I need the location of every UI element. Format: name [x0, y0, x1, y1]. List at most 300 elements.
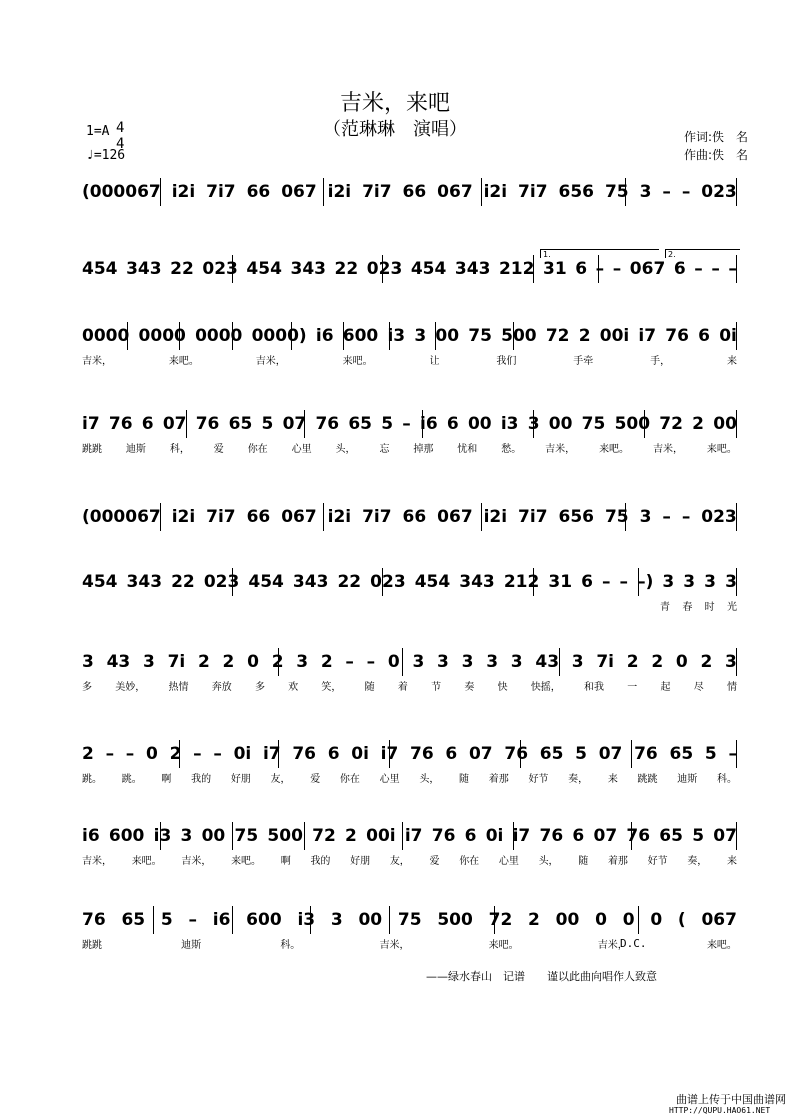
notes-line — [82, 326, 737, 346]
note: 75 — [468, 326, 492, 346]
note: 067 — [281, 507, 317, 527]
note: – — [711, 259, 720, 279]
lyric: 吉米， — [82, 356, 112, 367]
note: i6 — [82, 826, 100, 846]
notes-line — [82, 744, 737, 764]
lyric: 科， — [169, 444, 190, 455]
note: 00 — [358, 910, 383, 930]
note: 07 — [468, 744, 493, 764]
note: 5 — [381, 414, 394, 434]
lyric: 春 — [682, 602, 693, 613]
lyric: 来吧。 — [231, 856, 262, 867]
note: 00 — [201, 826, 226, 846]
lyric: 吉米， — [545, 444, 576, 455]
note: i6 — [212, 910, 231, 930]
note: 454 — [414, 572, 451, 592]
score-row — [82, 178, 737, 222]
note: – — [662, 182, 671, 202]
lyric: 忧和 — [457, 444, 478, 455]
notes-line — [82, 259, 737, 279]
lyric: 吉米， — [652, 444, 683, 455]
note: – — [125, 744, 135, 764]
note: 454 — [410, 259, 447, 279]
lyric: 跳跳 — [82, 940, 102, 951]
lyric: 来 — [727, 356, 737, 367]
note: 067 — [701, 910, 737, 930]
lyric: 奏 — [464, 682, 475, 693]
note: 7i7 — [206, 182, 236, 202]
lyrics-line — [82, 440, 737, 455]
note: 0000) — [251, 326, 307, 346]
note: 76 — [504, 744, 529, 764]
note: 76 — [665, 326, 689, 346]
note: 75 — [604, 507, 629, 527]
note: – — [601, 572, 611, 592]
note: 454 — [248, 572, 284, 592]
note: – — [681, 507, 691, 527]
score-row — [82, 503, 737, 547]
lyric: 科。 — [716, 774, 737, 785]
note: 2 — [320, 652, 333, 672]
score-row — [82, 410, 737, 454]
note: 600 — [246, 910, 282, 930]
lyric: 多 — [254, 682, 265, 693]
lyric: 头， — [538, 856, 559, 867]
note: 3 — [662, 572, 675, 592]
note: 023 — [701, 182, 737, 202]
note: 3 — [461, 652, 474, 672]
lyric: 着那 — [488, 774, 509, 785]
note: 7i7 — [518, 182, 548, 202]
note: 3 — [486, 652, 499, 672]
note: 3 — [639, 507, 652, 527]
lyric: 来吧。 — [168, 356, 199, 367]
lyric: 来吧。 — [706, 940, 737, 951]
lyric: 奏， — [687, 856, 708, 867]
note: 023 — [366, 259, 403, 279]
lyric: 起 — [660, 682, 671, 693]
lyric: 来 — [727, 856, 737, 867]
note: i7 — [638, 326, 657, 346]
lyric: 掉那 — [413, 444, 434, 455]
lyric: 随 — [459, 774, 470, 785]
note: 6 — [446, 414, 459, 434]
note: i3 — [297, 910, 316, 930]
note: 76 — [539, 826, 564, 846]
note: (000067 — [82, 182, 161, 202]
note: 6 — [575, 259, 588, 279]
note: – — [188, 910, 197, 930]
lyric: 着那 — [607, 856, 628, 867]
lyric: 我的 — [191, 774, 212, 785]
note: i2i — [171, 182, 196, 202]
note: 3 — [725, 652, 737, 672]
lyric: 友， — [389, 856, 410, 867]
note: 07 — [598, 744, 623, 764]
note: 65 — [121, 910, 146, 930]
note: – — [213, 744, 222, 764]
note: 0 — [387, 652, 400, 672]
lyric: 奔放 — [211, 682, 232, 693]
page-subtitle: （范琳琳 演唱） — [323, 119, 467, 140]
note: i7 — [380, 744, 399, 764]
lyric: 好朋 — [230, 774, 251, 785]
note: i3 — [500, 414, 519, 434]
lyric: 吉米， — [597, 940, 628, 951]
note: 2 — [345, 826, 357, 846]
note: 023 — [202, 259, 238, 279]
note: 66 — [402, 182, 427, 202]
lyric: 一 — [627, 682, 638, 693]
note: 3 — [725, 572, 737, 592]
note: 5 — [692, 826, 705, 846]
lyric: 我们 — [496, 356, 517, 367]
note: (000067 — [82, 507, 161, 527]
note: 00 — [555, 910, 580, 930]
note: 72 — [659, 414, 683, 434]
note: – — [619, 572, 629, 592]
note: 72 — [488, 910, 513, 930]
note: 3 — [142, 652, 155, 672]
lyric: 来吧。 — [599, 444, 630, 455]
lyric: 愁。 — [501, 444, 522, 455]
note: 0 — [650, 910, 663, 930]
note: 76 — [108, 414, 133, 434]
lyrics-line — [82, 770, 737, 785]
note: – — [728, 259, 737, 279]
lyric: 我的 — [310, 856, 331, 867]
note: 07 — [593, 826, 618, 846]
note: 5 — [704, 744, 717, 764]
note: 600 — [342, 326, 379, 346]
note: 22 — [334, 259, 359, 279]
lyric: 欢 — [288, 682, 299, 693]
note: 31 — [543, 259, 567, 279]
note: 72 — [312, 826, 336, 846]
lyric: 好节 — [647, 856, 668, 867]
lyric: 头， — [419, 774, 440, 785]
note: i7 — [82, 414, 100, 434]
lyric: 时 — [704, 602, 715, 613]
note: 00 — [467, 414, 492, 434]
note: 343 — [126, 259, 162, 279]
note: 76 — [315, 414, 340, 434]
note: – — [105, 744, 115, 764]
note: 212 — [498, 259, 535, 279]
note: 500 — [437, 910, 473, 930]
note: 75 — [397, 910, 422, 930]
note: 500 — [501, 326, 537, 346]
lyric: 吉米， — [181, 856, 212, 867]
note: – — [681, 182, 691, 202]
note: 656 — [558, 182, 594, 202]
lyric: 迪斯 — [181, 940, 202, 951]
note: 343 — [454, 259, 491, 279]
lyric: 多 — [82, 682, 92, 693]
site-credit: 曲谱上传于中国曲谱网 — [676, 1093, 786, 1106]
lyric: 手牵 — [573, 356, 594, 367]
note: 00 — [713, 414, 737, 434]
note: 2 — [651, 652, 664, 672]
note: i2i — [327, 507, 352, 527]
note: 023 — [701, 507, 737, 527]
note: 0 — [675, 652, 688, 672]
note: ( — [677, 910, 686, 930]
note: 65 — [539, 744, 564, 764]
note: 07 — [162, 414, 187, 434]
note: – — [345, 652, 354, 672]
lyric: 好节 — [528, 774, 549, 785]
note: 76 — [410, 744, 434, 764]
note: 067 — [281, 182, 317, 202]
note: 0i — [351, 744, 369, 764]
note: 067 — [629, 259, 666, 279]
note: 454 — [246, 259, 282, 279]
lyric: 青 — [660, 602, 670, 613]
note: 500 — [267, 826, 303, 846]
score-row — [82, 250, 737, 299]
note: 3 — [180, 826, 193, 846]
note: i6 — [315, 326, 334, 346]
note: i6 — [420, 414, 438, 434]
lyric: 来吧。 — [706, 444, 737, 455]
lyric: 跳跳 — [82, 444, 102, 455]
footnote: ——绿水春山 记谱 谨以此曲向唱作人致意 — [426, 970, 657, 983]
lyric: 手， — [650, 356, 671, 367]
note: 00i — [366, 826, 396, 846]
da-capo-marking: D.C. — [620, 937, 647, 950]
volta-first: 1. — [540, 249, 659, 258]
lyric: 尽 — [693, 682, 704, 693]
site-url: HTTP://QUPU.HAO61.NET — [669, 1106, 771, 1115]
note: 656 — [558, 507, 594, 527]
note: 343 — [126, 572, 163, 592]
time-signature-bottom: 4 — [116, 136, 125, 152]
note: –) — [637, 572, 654, 592]
note: 600 — [108, 826, 145, 846]
score-row — [82, 648, 737, 692]
note: – — [402, 414, 411, 434]
note: 75 — [604, 182, 629, 202]
note: 067 — [437, 182, 473, 202]
note: 2 — [271, 652, 284, 672]
note: 72 — [545, 326, 570, 346]
lyric: 头， — [335, 444, 356, 455]
note: 65 — [228, 414, 253, 434]
note: 454 — [82, 259, 118, 279]
time-signature-top: 4 — [116, 120, 125, 136]
lyric: 你在 — [459, 856, 480, 867]
note: 7i — [167, 652, 186, 672]
note: 0 — [595, 910, 607, 930]
note: 3 — [437, 652, 449, 672]
note: 2 — [578, 326, 591, 346]
lyric: 友， — [270, 774, 291, 785]
note: 7i7 — [362, 507, 392, 527]
note: 66 — [246, 182, 271, 202]
lyric: 吉米， — [379, 940, 410, 951]
note: 3 — [704, 572, 717, 592]
note: 2 — [626, 652, 639, 672]
lyric: 跳跳 — [637, 774, 658, 785]
lyric: 让 — [429, 356, 440, 367]
lyric: 奏， — [568, 774, 589, 785]
lyric: 迪斯 — [125, 444, 146, 455]
lyric: 情 — [726, 682, 737, 693]
note: i7 — [512, 826, 531, 846]
tempo-marking: ♩=126 — [86, 148, 126, 163]
lyric: 爱 — [429, 856, 440, 867]
lyric: 美妙， — [115, 682, 146, 693]
note: i7 — [262, 744, 281, 764]
lyric: 科。 — [280, 940, 301, 951]
note: 66 — [402, 507, 427, 527]
note: 0i — [719, 326, 737, 346]
score-row — [82, 740, 737, 784]
lyric: 心里 — [379, 774, 400, 785]
note: – — [728, 744, 737, 764]
note: 023 — [203, 572, 240, 592]
note: 22 — [337, 572, 362, 592]
notes-line — [82, 910, 737, 930]
note: 65 — [669, 744, 694, 764]
lyric: 好朋 — [350, 856, 371, 867]
note: 3 — [639, 182, 652, 202]
note: 7i7 — [362, 182, 392, 202]
lyrics-line — [82, 852, 737, 867]
note: 6 — [141, 414, 154, 434]
lyric: 随 — [364, 682, 375, 693]
note: 75 — [234, 826, 259, 846]
note: 2 — [222, 652, 235, 672]
note: 0i — [233, 744, 252, 764]
note: 3 — [296, 652, 309, 672]
note: 0000 — [195, 326, 243, 346]
score-row — [82, 322, 737, 366]
note: 07 — [282, 414, 307, 434]
lyric: 忘 — [379, 444, 390, 455]
note: 43 — [535, 652, 560, 672]
lyric: 你在 — [247, 444, 268, 455]
lyric: 光 — [726, 602, 737, 613]
note: 6 — [581, 572, 593, 592]
note: 2 — [528, 910, 540, 930]
note: 65 — [659, 826, 683, 846]
lyric: 心里 — [498, 856, 519, 867]
lyric: 你在 — [339, 774, 360, 785]
lyric: 快 — [497, 682, 508, 693]
note: 067 — [437, 507, 473, 527]
lyric: 啊 — [161, 774, 172, 785]
notes-line — [82, 507, 737, 527]
note: 5 — [575, 744, 587, 764]
note: 6 — [673, 259, 686, 279]
note: 3 — [412, 652, 425, 672]
note: – — [595, 259, 605, 279]
note: 2 — [82, 744, 94, 764]
note: 2 — [169, 744, 182, 764]
note: – — [662, 507, 671, 527]
note: 00i — [599, 326, 630, 346]
key-signature: 1=A — [86, 124, 110, 139]
note: i2i — [171, 507, 196, 527]
note: 0000 — [82, 326, 130, 346]
note: 3 — [683, 572, 696, 592]
lyric: 跳。 — [82, 774, 102, 785]
note: 2 — [700, 652, 713, 672]
composer-credit: 作曲:佚 名 — [684, 148, 749, 162]
note: 343 — [459, 572, 495, 592]
note: i3 — [153, 826, 172, 846]
lyric: 爱 — [310, 774, 321, 785]
lyric: 节 — [431, 682, 442, 693]
lyric: 来吧。 — [342, 356, 373, 367]
page-title: 吉米，来吧 — [339, 91, 450, 116]
score-row — [82, 822, 737, 866]
note: 76 — [82, 910, 106, 930]
notes-line — [82, 652, 737, 672]
note: 0 — [146, 744, 158, 764]
lyric: 迪斯 — [677, 774, 698, 785]
note: 7i7 — [518, 507, 548, 527]
note: 76 — [626, 826, 651, 846]
note: 023 — [370, 572, 406, 592]
note: 2 — [692, 414, 705, 434]
note: 3 — [82, 652, 94, 672]
lyric: 吉米， — [82, 856, 112, 867]
note: 3 — [527, 414, 540, 434]
note: 76 — [292, 744, 316, 764]
note: – — [694, 259, 703, 279]
note: 6 — [445, 744, 458, 764]
note: – — [193, 744, 202, 764]
lyric: 笑， — [321, 682, 342, 693]
lyric: 和我 — [584, 682, 605, 693]
note: 5 — [261, 414, 274, 434]
note: 7i7 — [206, 507, 236, 527]
note: 3 — [571, 652, 584, 672]
note: 76 — [634, 744, 658, 764]
lyric: 热情 — [168, 682, 189, 693]
note: 212 — [503, 572, 540, 592]
lyric: 吉米， — [255, 356, 286, 367]
note: 0000 — [138, 326, 186, 346]
notes-line — [82, 182, 737, 202]
note: 43 — [106, 652, 131, 672]
note: – — [612, 259, 622, 279]
note: 22 — [170, 259, 194, 279]
note: 6 — [327, 744, 340, 764]
note: 3 — [414, 326, 427, 346]
score-row — [82, 568, 737, 612]
note: 76 — [431, 826, 456, 846]
note: 5 — [160, 910, 173, 930]
lyrics-line — [82, 678, 737, 693]
note: 6 — [698, 326, 710, 346]
note: – — [366, 652, 376, 672]
note: i2i — [327, 182, 352, 202]
note: 31 — [548, 572, 573, 592]
note: 2 — [197, 652, 210, 672]
lyrics-line — [660, 598, 737, 613]
note: 65 — [348, 414, 373, 434]
note: 6 — [464, 826, 477, 846]
note: 00 — [435, 326, 460, 346]
notes-line — [82, 572, 737, 592]
note: i7 — [404, 826, 423, 846]
note: 00 — [548, 414, 573, 434]
lyricist-credit: 作词:佚 名 — [684, 130, 749, 144]
